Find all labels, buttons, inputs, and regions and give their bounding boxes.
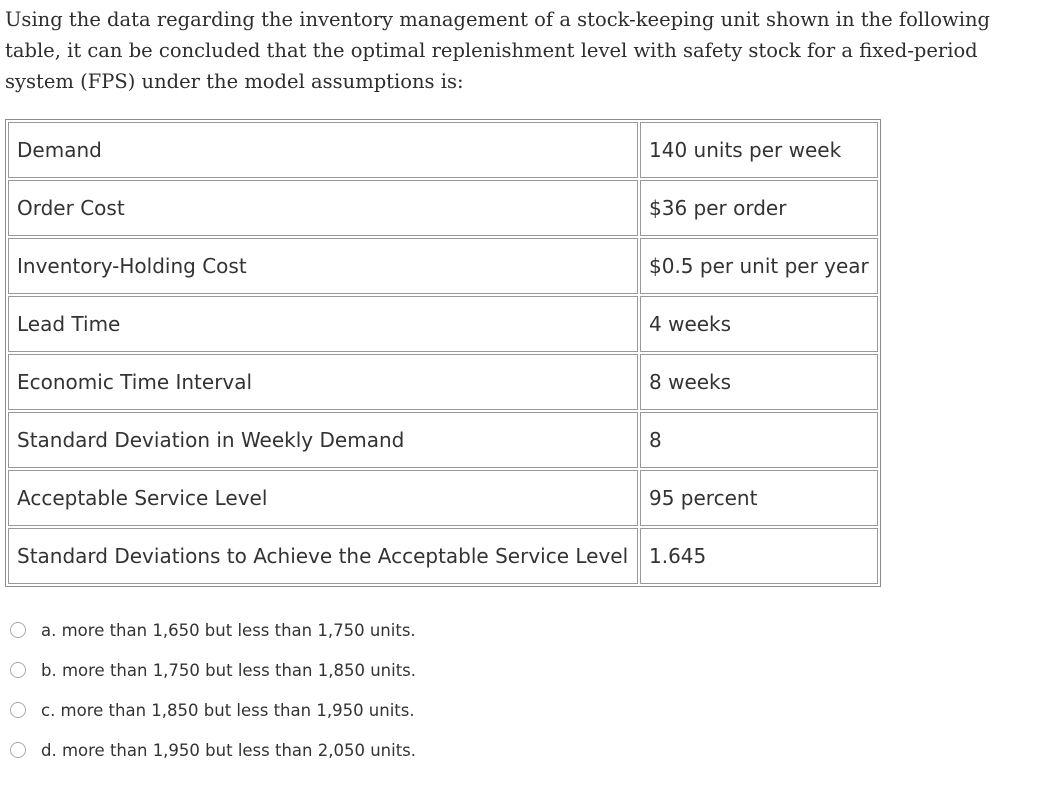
row-label-order-cost: Order Cost [8, 180, 638, 236]
table-row [8, 528, 878, 584]
table-row [8, 354, 878, 410]
option-b[interactable] [10, 650, 416, 690]
row-label-std-dev-weekly-demand: Standard Deviation in Weekly Demand [8, 412, 638, 468]
radio-button-d[interactable] [10, 742, 26, 758]
answer-options [10, 610, 416, 770]
table-row [8, 412, 878, 468]
inventory-data-table [5, 119, 881, 587]
radio-button-b[interactable] [10, 662, 26, 678]
row-value-lead-time: 4 weeks [640, 296, 878, 352]
row-value-holding-cost: $0.5 per unit per year [640, 238, 878, 294]
row-label-lead-time: Lead Time [8, 296, 638, 352]
row-value-std-dev-weekly-demand: 8 [640, 412, 878, 468]
radio-button-a[interactable] [10, 622, 26, 638]
option-a[interactable] [10, 610, 416, 650]
table-row [8, 470, 878, 526]
option-d[interactable] [10, 730, 416, 770]
option-c[interactable] [10, 690, 416, 730]
question-text: Using the data regarding the inventory management of a stock-keeping unit shown in the following table, it can be concluded that the optimal replenishment level with safety stock for a fixed-period system (FPS) under the model assumptions is: [5, 8, 990, 93]
row-label-service-level: Acceptable Service Level [8, 470, 638, 526]
row-label-z-value: Standard Deviations to Achieve the Acceptable Service Level [8, 528, 638, 584]
table-row [8, 122, 878, 178]
option-b-label[interactable]: b. more than 1,750 but less than 1,850 units. [41, 660, 417, 680]
table-row [8, 238, 878, 294]
row-value-economic-time-interval: 8 weeks [640, 354, 878, 410]
row-label-demand: Demand [8, 122, 638, 178]
option-d-label[interactable]: d. more than 1,950 but less than 2,050 units. [41, 740, 417, 760]
table-row [8, 180, 878, 236]
row-value-service-level: 95 percent [640, 470, 878, 526]
row-value-z-value: 1.645 [640, 528, 878, 584]
row-value-order-cost: $36 per order [640, 180, 878, 236]
option-a-label[interactable]: a. more than 1,650 but less than 1,750 units. [41, 620, 416, 640]
row-label-economic-time-interval: Economic Time Interval [8, 354, 638, 410]
option-c-label[interactable]: c. more than 1,850 but less than 1,950 units. [41, 700, 415, 720]
radio-button-c[interactable] [10, 702, 26, 718]
row-label-holding-cost: Inventory-Holding Cost [8, 238, 638, 294]
table-row [8, 296, 878, 352]
row-value-demand: 140 units per week [640, 122, 878, 178]
